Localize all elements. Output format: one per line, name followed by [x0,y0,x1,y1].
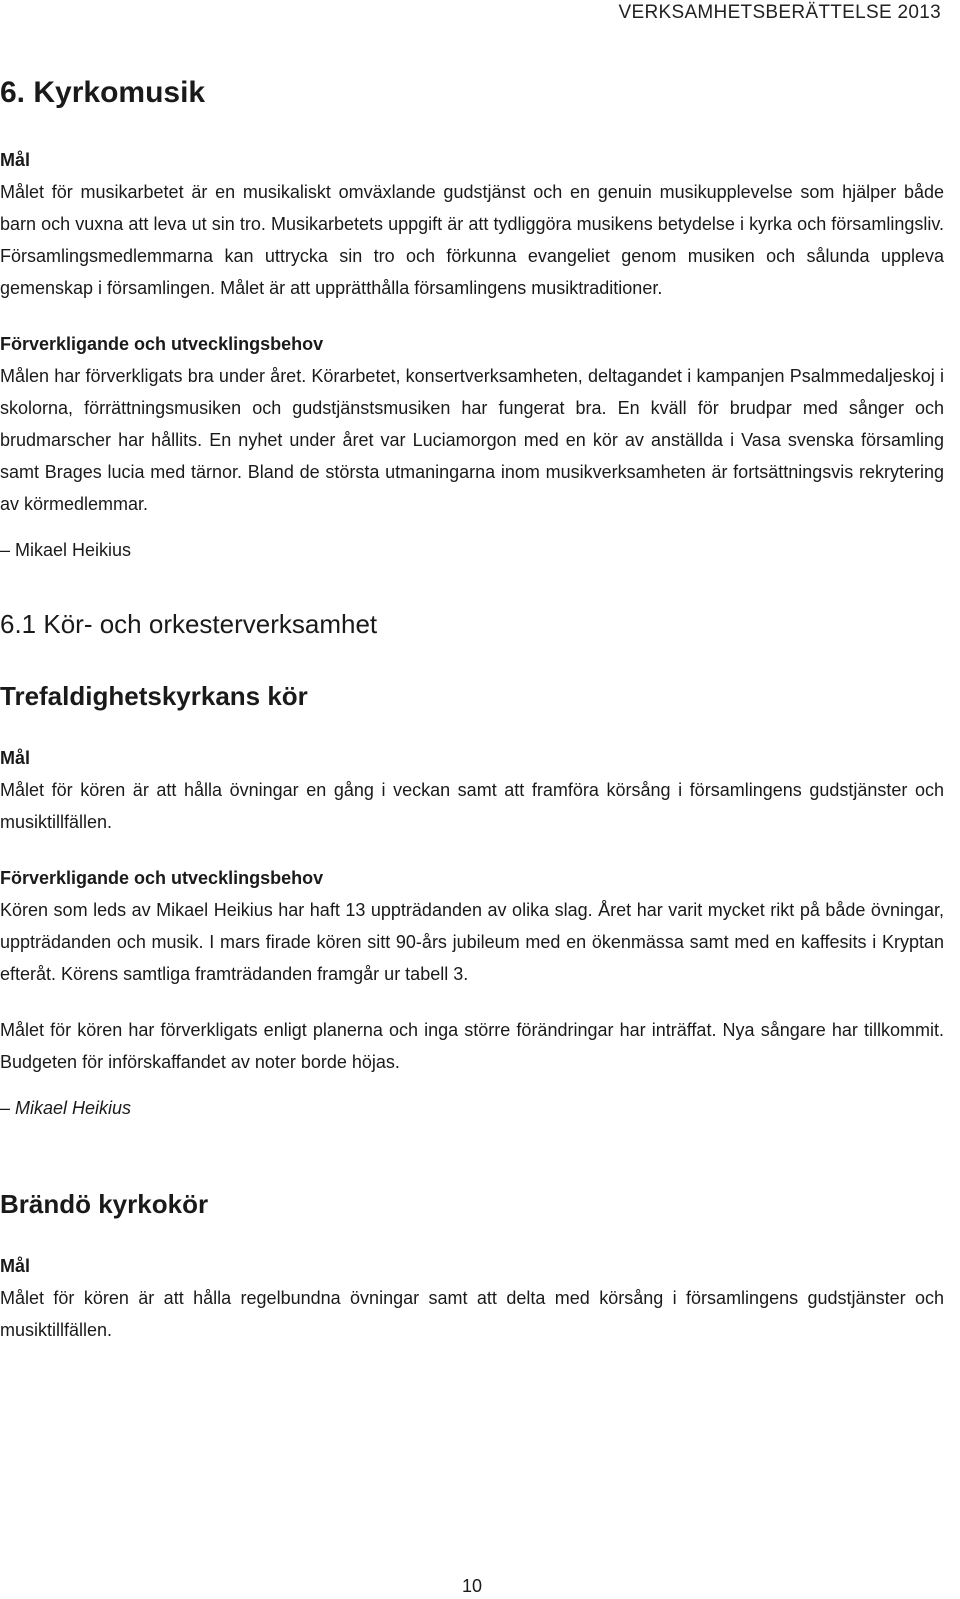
choir1-signature: – Mikael Heikius [0,1098,132,1118]
page-content [0,70,944,1346]
choir1-goal-text: Målet för kören är att hålla övningar en gång i veckan samt att framföra körsång i församlingens gudstjänster och musiktillfällen. [0,780,944,832]
choir2-goal-text: Målet för kören är att hålla regelbundna övningar samt att delta med körsång i församlingens gudstjänster och musiktillfällen. [0,1288,944,1340]
subsection-title: 6.1 Kör- och orkesterverksamhet [0,609,378,639]
choir2-goal-label: Mål [0,1256,31,1276]
section-goal-text: Målet för musikarbetet är en musikaliskt omväxlande gudstjänst och en genuin musikupplevelse som hjälper både barn och vuxna att leva ut sin tro. Musikarbetets uppgift är att tydliggöra musikens betydelse i kyrka och församlingsliv. Församlingsmedlemmarna kan uttrycka sin tro och förkunna evangeliet genom musiken och sålunda uppleva gemenskap i församlingen. Målet är att upprätthålla församlingens musiktraditioner. [0,182,944,298]
section-title: 6. Kyrkomusik [0,76,206,109]
choir1-realization-label: Förverkligande och utvecklingsbehov [0,868,324,888]
running-header: VERKSAMHETSBERÄTTELSE 2013 [618,2,941,23]
section-goal-label: Mål [0,150,31,170]
choir1-title: Trefaldighetskyrkans kör [0,681,308,711]
section-realization-label: Förverkligande och utvecklingsbehov [0,334,324,354]
choir1-goal-label: Mål [0,748,31,768]
choir1-realization-text: Kören som leds av Mikael Heikius har haft 13 uppträdanden av olika slag. Året har varit mycket rikt på både övningar, uppträdanden och musik. I mars firade kören sitt 90-års jubileum med en ökenmässa samt med en kaffesits i Kryptan efteråt. Körens samtliga framträdanden framgår ur tabell 3. [0,900,944,984]
choir2-title: Brändö kyrkokör [0,1189,209,1219]
section-signature: – Mikael Heikius [0,540,132,560]
section-realization-text: Målen har förverkligats bra under året. Körarbetet, konsertverksamheten, deltagandet i kampanjen Psalmmedaljeskoj i skolorna, förrättningsmusiken och gudstjänstsmusiken har fungerat bra. En kväll för brudpar med sånger och brudmarscher har hållits. En nyhet under året var Luciamorgon med en kör av anställda i Vasa svenska församling samt Brages lucia med tärnor. Bland de största utmaningarna inom musikverksamheten är fortsättningsvis rekrytering av körmedlemmar. [0,366,944,514]
choir1-followup-text: Målet för kören har förverkligats enligt planerna och inga större förändringar har inträffat. Nya sångare har tillkommit. Budgeten för införskaffandet av noter borde höjas. [0,1020,944,1072]
page-number: 10 [461,1576,483,1596]
